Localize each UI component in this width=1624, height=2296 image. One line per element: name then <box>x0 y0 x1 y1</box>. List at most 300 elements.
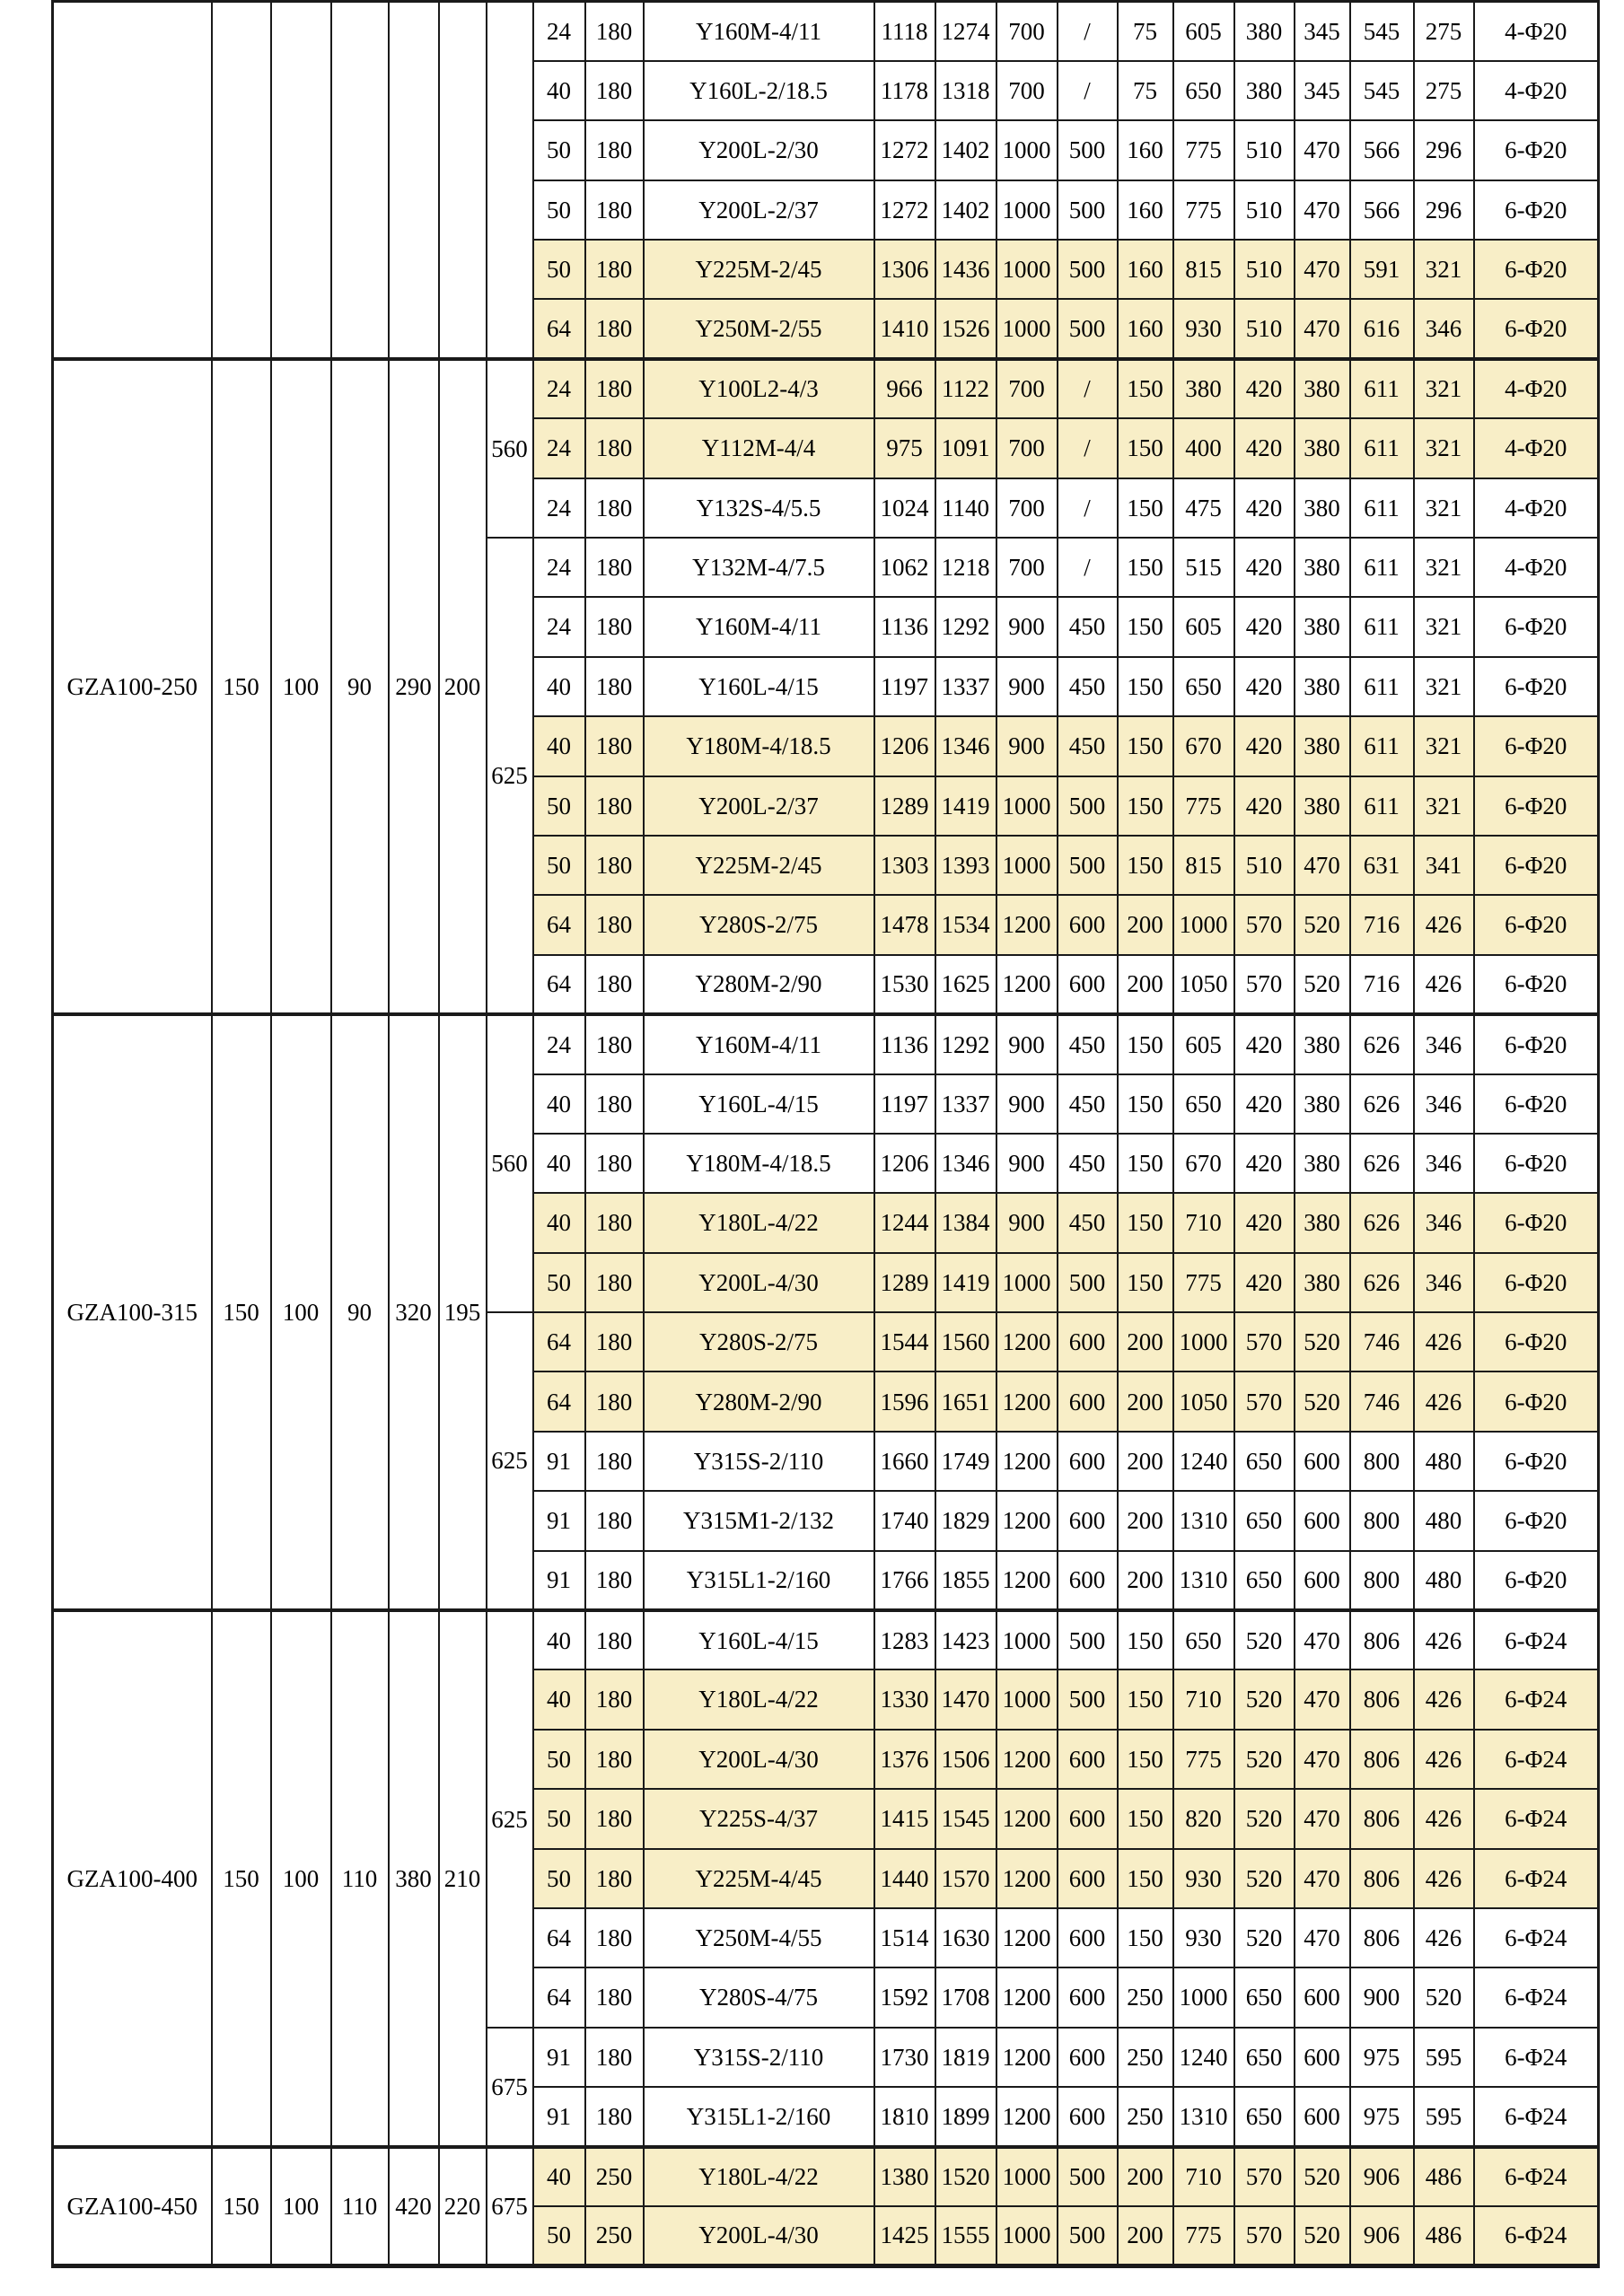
data-cell: 600 <box>1058 1730 1118 1789</box>
data-cell: 611 <box>1350 359 1414 418</box>
data-cell: 670 <box>1173 716 1234 776</box>
data-cell: 1178 <box>874 61 935 120</box>
data-cell: 1384 <box>935 1193 996 1252</box>
data-cell: 1310 <box>1173 1491 1234 1550</box>
data-cell: 150 <box>1118 597 1173 656</box>
data-cell: 1740 <box>874 1491 935 1550</box>
data-cell: 1819 <box>935 2028 996 2087</box>
data-cell: 1415 <box>874 1789 935 1848</box>
data-cell: 64 <box>533 299 585 358</box>
data-cell: 426 <box>1414 1908 1474 1967</box>
data-cell: 775 <box>1173 120 1234 180</box>
data-cell: 650 <box>1173 657 1234 716</box>
data-cell: 650 <box>1234 2028 1295 2087</box>
data-cell: 426 <box>1414 1730 1474 1789</box>
data-cell: 1272 <box>874 180 935 240</box>
data-cell: 200 <box>1118 2147 1173 2206</box>
data-cell: 275 <box>1414 61 1474 120</box>
data-cell: 200 <box>1118 1371 1173 1431</box>
data-cell: 1829 <box>935 1491 996 1550</box>
data-cell: 591 <box>1350 240 1414 299</box>
model-cell <box>53 2 212 359</box>
data-cell: 1545 <box>935 1789 996 1848</box>
data-cell: Y315S-2/110 <box>644 2028 874 2087</box>
data-cell: Y180L-4/22 <box>644 1193 874 1252</box>
data-cell: 1240 <box>1173 2028 1234 2087</box>
data-cell: 1625 <box>935 955 996 1014</box>
data-cell: 64 <box>533 1967 585 2027</box>
data-cell: Y200L-4/30 <box>644 1253 874 1312</box>
data-cell: 6-Φ20 <box>1474 1491 1599 1550</box>
data-cell: 6-Φ20 <box>1474 299 1599 358</box>
data-cell: 40 <box>533 1669 585 1729</box>
data-cell: 500 <box>1058 2147 1118 2206</box>
data-cell: Y250M-4/55 <box>644 1908 874 1967</box>
data-cell: 50 <box>533 1730 585 1789</box>
dim-cell: 200 <box>439 359 487 1014</box>
data-cell: 1122 <box>935 359 996 418</box>
table-row <box>53 2147 1599 2206</box>
dim-cell: 110 <box>331 1610 389 2147</box>
data-cell: 1118 <box>874 2 935 61</box>
data-cell: 600 <box>1295 2028 1350 2087</box>
data-cell: 900 <box>996 1193 1058 1252</box>
data-cell: 1423 <box>935 1610 996 1669</box>
data-cell: 1274 <box>935 2 996 61</box>
data-cell: 1560 <box>935 1312 996 1371</box>
data-cell: 1292 <box>935 1014 996 1074</box>
data-cell: 426 <box>1414 1312 1474 1371</box>
data-cell: 470 <box>1295 1789 1350 1848</box>
data-cell: Y225M-2/45 <box>644 836 874 895</box>
data-cell: 566 <box>1350 180 1414 240</box>
data-cell: 1899 <box>935 2087 996 2146</box>
data-cell: 520 <box>1295 1371 1350 1431</box>
data-cell: 91 <box>533 2087 585 2146</box>
data-cell: 1050 <box>1173 1371 1234 1431</box>
data-cell: 6-Φ24 <box>1474 1967 1599 2027</box>
data-cell: 40 <box>533 1074 585 1134</box>
data-cell: 1592 <box>874 1967 935 2027</box>
data-cell: 1410 <box>874 299 935 358</box>
data-cell: Y225S-4/37 <box>644 1789 874 1848</box>
data-cell: 520 <box>1295 2206 1350 2265</box>
data-cell: 486 <box>1414 2206 1474 2265</box>
data-cell: 520 <box>1295 1312 1350 1371</box>
data-cell: 470 <box>1295 1730 1350 1789</box>
spec-table <box>51 0 1600 2268</box>
data-cell: 50 <box>533 1849 585 1908</box>
data-cell: 150 <box>1118 1849 1173 1908</box>
data-cell: 595 <box>1414 2028 1474 2087</box>
dim-cell: 420 <box>389 2147 439 2266</box>
data-cell: 570 <box>1234 955 1295 1014</box>
data-cell: 346 <box>1414 1193 1474 1252</box>
data-cell: 40 <box>533 1193 585 1252</box>
data-cell: Y180L-4/22 <box>644 2147 874 2206</box>
data-cell: 605 <box>1173 597 1234 656</box>
data-cell: 380 <box>1295 1193 1350 1252</box>
data-cell: 180 <box>585 418 644 478</box>
data-cell: 1200 <box>996 1908 1058 1967</box>
data-cell: 24 <box>533 538 585 597</box>
data-cell: 64 <box>533 1908 585 1967</box>
data-cell: 700 <box>996 61 1058 120</box>
data-cell: 1000 <box>996 776 1058 836</box>
model-cell: GZA100-400 <box>53 1610 212 2147</box>
dim-cell: 110 <box>331 2147 389 2266</box>
data-cell: 380 <box>1295 597 1350 656</box>
data-cell: 650 <box>1234 1551 1295 1610</box>
data-cell: 716 <box>1350 895 1414 954</box>
data-cell: 250 <box>1118 1967 1173 2027</box>
data-cell: Y180M-4/18.5 <box>644 716 874 776</box>
dim-cell: 150 <box>212 1610 271 2147</box>
data-cell: 150 <box>1118 1074 1173 1134</box>
data-cell: 611 <box>1350 776 1414 836</box>
data-cell: 1283 <box>874 1610 935 1669</box>
data-cell: 1000 <box>1173 895 1234 954</box>
data-cell: 426 <box>1414 1669 1474 1729</box>
data-cell: 180 <box>585 1551 644 1610</box>
data-cell: 75 <box>1118 61 1173 120</box>
data-cell: 500 <box>1058 2206 1118 2265</box>
data-cell: 820 <box>1173 1789 1234 1848</box>
data-cell: 611 <box>1350 418 1414 478</box>
data-cell: 1630 <box>935 1908 996 1967</box>
data-cell: 321 <box>1414 776 1474 836</box>
data-cell: 180 <box>585 1730 644 1789</box>
data-cell: 420 <box>1234 1134 1295 1193</box>
data-cell: / <box>1058 478 1118 538</box>
data-cell: 180 <box>585 299 644 358</box>
data-cell: 6-Φ20 <box>1474 1432 1599 1491</box>
data-cell: 321 <box>1414 538 1474 597</box>
data-cell: / <box>1058 418 1118 478</box>
data-cell: 6-Φ24 <box>1474 1730 1599 1789</box>
data-cell: 1200 <box>996 1967 1058 2027</box>
data-cell: 700 <box>996 538 1058 597</box>
data-cell: 6-Φ20 <box>1474 1193 1599 1252</box>
data-cell: 6-Φ20 <box>1474 597 1599 656</box>
data-cell: 570 <box>1234 2206 1295 2265</box>
data-cell: 6-Φ20 <box>1474 1074 1599 1134</box>
data-cell: 1596 <box>874 1371 935 1431</box>
data-cell: 626 <box>1350 1253 1414 1312</box>
data-cell: 180 <box>585 2028 644 2087</box>
data-cell: 650 <box>1173 61 1234 120</box>
data-cell: 650 <box>1173 1074 1234 1134</box>
data-cell: 520 <box>1234 1669 1295 1729</box>
data-cell: 1024 <box>874 478 935 538</box>
data-cell: 6-Φ20 <box>1474 1014 1599 1074</box>
data-cell: 150 <box>1118 1193 1173 1252</box>
data-cell: 470 <box>1295 1669 1350 1729</box>
data-cell: 346 <box>1414 299 1474 358</box>
dim-cell: 90 <box>331 1014 389 1610</box>
data-cell: 800 <box>1350 1432 1414 1491</box>
data-cell: 6-Φ20 <box>1474 240 1599 299</box>
data-cell: 180 <box>585 1193 644 1252</box>
data-cell: 1200 <box>996 1730 1058 1789</box>
data-cell: 1292 <box>935 597 996 656</box>
data-cell: 1200 <box>996 2087 1058 2146</box>
data-cell: 6-Φ24 <box>1474 1908 1599 1967</box>
data-cell: 50 <box>533 240 585 299</box>
data-cell: Y132M-4/7.5 <box>644 538 874 597</box>
data-cell: 200 <box>1118 2206 1173 2265</box>
data-cell: 1376 <box>874 1730 935 1789</box>
data-cell: 180 <box>585 1789 644 1848</box>
data-cell: 380 <box>1295 478 1350 538</box>
data-cell: 180 <box>585 1253 644 1312</box>
data-cell: 1330 <box>874 1669 935 1729</box>
data-cell: 900 <box>996 716 1058 776</box>
data-cell: 800 <box>1350 1491 1414 1550</box>
data-cell: 346 <box>1414 1074 1474 1134</box>
data-cell: 500 <box>1058 836 1118 895</box>
data-cell: 600 <box>1058 2028 1118 2087</box>
data-cell: 806 <box>1350 1730 1414 1789</box>
data-cell: 6-Φ20 <box>1474 716 1599 776</box>
data-cell: 1346 <box>935 1134 996 1193</box>
data-cell: 160 <box>1118 120 1173 180</box>
data-cell: 150 <box>1118 1134 1173 1193</box>
data-cell: 520 <box>1234 1789 1295 1848</box>
data-cell: 180 <box>585 538 644 597</box>
data-cell: 180 <box>585 657 644 716</box>
data-cell: 710 <box>1173 1669 1234 1729</box>
group-cell: 675 <box>487 2028 533 2147</box>
data-cell: 775 <box>1173 2206 1234 2265</box>
data-cell: 1310 <box>1173 1551 1234 1610</box>
data-cell: 4-Φ20 <box>1474 478 1599 538</box>
data-cell: 50 <box>533 120 585 180</box>
data-cell: 6-Φ24 <box>1474 2147 1599 2206</box>
data-cell: 470 <box>1295 1610 1350 1669</box>
data-cell: 520 <box>1234 1849 1295 1908</box>
data-cell: 180 <box>585 1610 644 1669</box>
data-cell: 605 <box>1173 2 1234 61</box>
data-cell: 650 <box>1234 1967 1295 2027</box>
data-cell: Y160L-2/18.5 <box>644 61 874 120</box>
data-cell: 380 <box>1295 538 1350 597</box>
data-cell: 1206 <box>874 1134 935 1193</box>
data-cell: 250 <box>585 2147 644 2206</box>
data-cell: 806 <box>1350 1610 1414 1669</box>
data-cell: 900 <box>996 657 1058 716</box>
data-cell: 1855 <box>935 1551 996 1610</box>
data-cell: 1197 <box>874 657 935 716</box>
data-cell: 1749 <box>935 1432 996 1491</box>
dim-cell: 150 <box>212 2147 271 2266</box>
data-cell: 1402 <box>935 120 996 180</box>
data-cell: 605 <box>1173 1014 1234 1074</box>
data-cell: 1289 <box>874 1253 935 1312</box>
data-cell: 24 <box>533 1014 585 1074</box>
data-cell: 64 <box>533 1371 585 1431</box>
group-cell: 625 <box>487 538 533 1014</box>
data-cell: 600 <box>1058 1789 1118 1848</box>
data-cell: 600 <box>1058 955 1118 1014</box>
data-cell: 600 <box>1058 2087 1118 2146</box>
data-cell: 545 <box>1350 61 1414 120</box>
data-cell: 775 <box>1173 180 1234 240</box>
data-cell: 930 <box>1173 299 1234 358</box>
data-cell: 1440 <box>874 1849 935 1908</box>
data-cell: 900 <box>996 1074 1058 1134</box>
dim-cell: 150 <box>212 359 271 1014</box>
data-cell: 975 <box>1350 2028 1414 2087</box>
data-cell: 1380 <box>874 2147 935 2206</box>
data-cell: 500 <box>1058 180 1118 240</box>
data-cell: 50 <box>533 180 585 240</box>
data-cell: 250 <box>585 2206 644 2265</box>
data-cell: 1393 <box>935 836 996 895</box>
data-cell: 626 <box>1350 1014 1414 1074</box>
data-cell: 150 <box>1118 836 1173 895</box>
data-cell: 1000 <box>1173 1312 1234 1371</box>
data-cell: 1000 <box>996 2206 1058 2265</box>
dim-cell: 90 <box>331 359 389 1014</box>
data-cell: 6-Φ20 <box>1474 657 1599 716</box>
data-cell: 150 <box>1118 359 1173 418</box>
data-cell: 470 <box>1295 1908 1350 1967</box>
data-cell: 500 <box>1058 120 1118 180</box>
dim-cell: 100 <box>271 1610 331 2147</box>
data-cell: Y315L1-2/160 <box>644 1551 874 1610</box>
data-cell: 345 <box>1295 2 1350 61</box>
data-cell: Y180L-4/22 <box>644 1669 874 1729</box>
data-cell: 150 <box>1118 776 1173 836</box>
data-cell: 24 <box>533 359 585 418</box>
data-cell: Y200L-2/30 <box>644 120 874 180</box>
data-cell: 91 <box>533 1491 585 1550</box>
data-cell: 4-Φ20 <box>1474 61 1599 120</box>
data-cell: 746 <box>1350 1312 1414 1371</box>
data-cell: 150 <box>1118 1253 1173 1312</box>
data-cell: 631 <box>1350 836 1414 895</box>
data-cell: 180 <box>585 1908 644 1967</box>
data-cell: 180 <box>585 2087 644 2146</box>
data-cell: 1000 <box>996 299 1058 358</box>
data-cell: 420 <box>1234 359 1295 418</box>
data-cell: 1425 <box>874 2206 935 2265</box>
data-cell: 180 <box>585 2 644 61</box>
data-cell: 450 <box>1058 657 1118 716</box>
data-cell: 1651 <box>935 1371 996 1431</box>
data-cell: 1000 <box>996 1253 1058 1312</box>
data-cell: 510 <box>1234 120 1295 180</box>
data-cell: 6-Φ20 <box>1474 895 1599 954</box>
data-cell: 200 <box>1118 1312 1173 1371</box>
data-cell: 6-Φ24 <box>1474 1669 1599 1729</box>
data-cell: Y132S-4/5.5 <box>644 478 874 538</box>
dim-cell: 220 <box>439 2147 487 2266</box>
data-cell: 420 <box>1234 478 1295 538</box>
data-cell: Y280S-4/75 <box>644 1967 874 2027</box>
data-cell: 611 <box>1350 657 1414 716</box>
data-cell: 426 <box>1414 895 1474 954</box>
data-cell: 1272 <box>874 120 935 180</box>
data-cell: 470 <box>1295 1849 1350 1908</box>
data-cell: 510 <box>1234 240 1295 299</box>
data-cell: 975 <box>874 418 935 478</box>
data-cell: 40 <box>533 716 585 776</box>
data-cell: 1544 <box>874 1312 935 1371</box>
data-cell: 6-Φ20 <box>1474 1312 1599 1371</box>
data-cell: 150 <box>1118 657 1173 716</box>
data-cell: 600 <box>1295 1491 1350 1550</box>
data-cell: 426 <box>1414 1371 1474 1431</box>
dim-cell: 100 <box>271 359 331 1014</box>
dim-cell: 210 <box>439 1610 487 2147</box>
data-cell: 1306 <box>874 240 935 299</box>
data-cell: 450 <box>1058 597 1118 656</box>
data-cell: 500 <box>1058 776 1118 836</box>
data-cell: 75 <box>1118 2 1173 61</box>
table-row <box>53 2 1599 61</box>
table-row <box>53 1610 1599 1669</box>
data-cell: 91 <box>533 2028 585 2087</box>
data-cell: 600 <box>1058 1491 1118 1550</box>
data-cell: Y315M1-2/132 <box>644 1491 874 1550</box>
data-cell: Y200L-4/30 <box>644 2206 874 2265</box>
data-cell: 500 <box>1058 1669 1118 1729</box>
data-cell: 150 <box>1118 538 1173 597</box>
data-cell: 420 <box>1234 716 1295 776</box>
data-cell: 1000 <box>996 836 1058 895</box>
data-cell: 600 <box>1058 1432 1118 1491</box>
data-cell: 500 <box>1058 1253 1118 1312</box>
data-cell: 40 <box>533 1134 585 1193</box>
data-cell: 520 <box>1234 1610 1295 1669</box>
data-cell: 180 <box>585 1967 644 2027</box>
data-cell: 775 <box>1173 1730 1234 1789</box>
model-cell: GZA100-315 <box>53 1014 212 1610</box>
data-cell: 296 <box>1414 180 1474 240</box>
data-cell: 900 <box>1350 1967 1414 2027</box>
data-cell: 1200 <box>996 1789 1058 1848</box>
data-cell: 486 <box>1414 2147 1474 2206</box>
data-cell: 1419 <box>935 776 996 836</box>
data-cell: 650 <box>1234 1491 1295 1550</box>
data-cell: 180 <box>585 240 644 299</box>
data-cell: 64 <box>533 1312 585 1371</box>
data-cell: 670 <box>1173 1134 1234 1193</box>
data-cell: 570 <box>1234 1312 1295 1371</box>
data-cell: 650 <box>1234 2087 1295 2146</box>
data-cell: 180 <box>585 955 644 1014</box>
data-cell: 380 <box>1173 359 1234 418</box>
data-cell: 6-Φ20 <box>1474 1253 1599 1312</box>
data-cell: / <box>1058 359 1118 418</box>
data-cell: 930 <box>1173 1849 1234 1908</box>
group-cell: 560 <box>487 1014 533 1312</box>
data-cell: 600 <box>1295 1967 1350 2027</box>
data-cell: 150 <box>1118 1610 1173 1669</box>
data-cell: 1136 <box>874 597 935 656</box>
data-cell: Y160M-4/11 <box>644 1014 874 1074</box>
data-cell: Y160M-4/11 <box>644 597 874 656</box>
data-cell: 520 <box>1295 895 1350 954</box>
data-cell: 626 <box>1350 1134 1414 1193</box>
data-cell: 420 <box>1234 1193 1295 1252</box>
data-cell: 4-Φ20 <box>1474 538 1599 597</box>
data-cell: / <box>1058 61 1118 120</box>
data-cell: 200 <box>1118 1491 1173 1550</box>
data-cell: 906 <box>1350 2147 1414 2206</box>
